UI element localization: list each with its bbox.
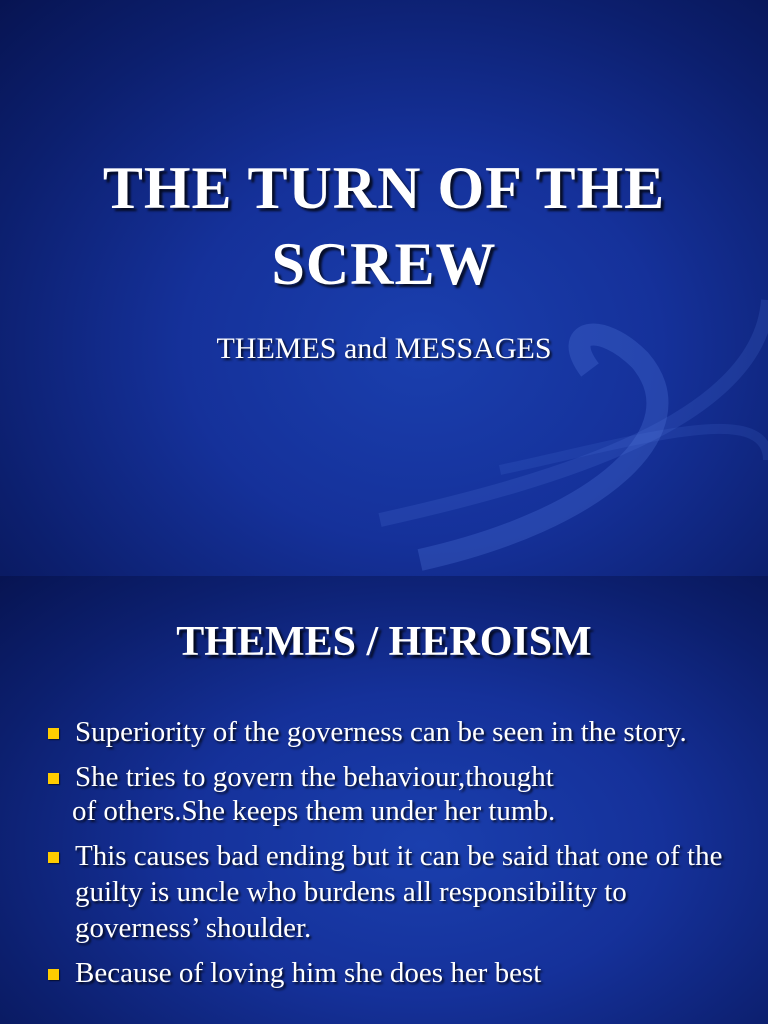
square-bullet-icon	[48, 773, 59, 784]
square-bullet-icon	[48, 728, 59, 739]
list-item-continuation	[44, 793, 734, 829]
bullet-text: Superiority of the governess can be seen in the story.	[75, 716, 687, 748]
slide-subtitle: THEMES and MESSAGES	[216, 332, 552, 365]
square-bullet-icon	[48, 969, 59, 980]
list-item	[44, 838, 734, 946]
list-item	[44, 955, 734, 991]
slide-title: THE TURN OF THE SCREW	[102, 155, 666, 297]
bullet-text: She tries to govern the behaviour,thought	[75, 761, 554, 793]
list-item	[44, 759, 734, 795]
list-item	[44, 714, 734, 750]
content-heading: THEMES / HEROISM	[176, 619, 592, 665]
bullet-text: Because of loving him she does her best	[75, 957, 542, 989]
bullet-list	[44, 714, 734, 1000]
bullet-text: This causes bad ending but it can be said that one of the guilty is uncle who burdens all responsibility to governess’ shoulder.	[75, 840, 723, 944]
square-bullet-icon	[48, 852, 59, 863]
continuation-text: of others.She keeps them under her tumb.	[72, 795, 556, 827]
